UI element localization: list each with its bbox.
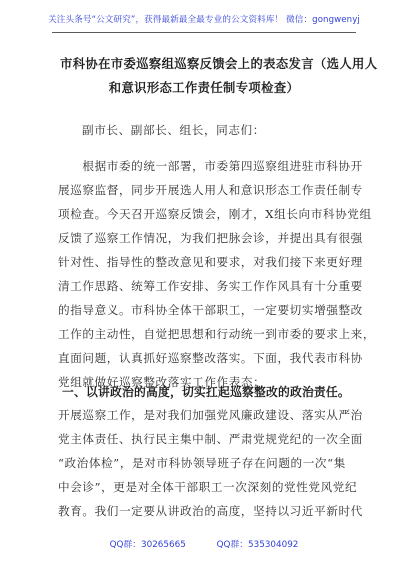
footer-qq-group-1: QQ群：30265665 — [109, 540, 186, 550]
paragraph-line: 项检查。今天召开巡察反馈会，刚才，X组长向市科协党组 — [58, 207, 372, 221]
header-divider — [52, 32, 356, 33]
paragraph-line: 反馈了巡察工作情况，为我们把脉会诊，并提出具有很强 — [58, 231, 363, 245]
title-line: 和意识形态工作责任制专项检查） — [108, 80, 300, 95]
paragraph-2 — [58, 403, 363, 523]
paragraph-line: 的指导意义。市科协全体干部职工，一定要切实增强整改 — [58, 303, 363, 317]
paragraph-line: 中会诊”，更是对全体干部职工一次深刻的党性党风党纪 — [58, 480, 358, 494]
paragraph-line: 针对性、指导性的整改意见和要求，对我们接下来更好理 — [58, 255, 363, 269]
paragraph-line: 开展巡察工作，是对我们加强党风廉政建设、落实从严治 — [58, 408, 363, 422]
paragraph-line: 直面问题，认真抓好巡察整改落实。下面，我代表市科协 — [58, 351, 363, 365]
footer-contact — [0, 537, 408, 550]
document-title — [60, 52, 378, 100]
paragraph-line: 教育。我们一定要从讲政治的高度，坚持以习近平新时代 — [58, 504, 363, 518]
paragraph-line: 展巡察监督，同步开展选人用人和意识形态工作责任制专 — [58, 183, 363, 197]
paragraph-line: 党组就做好巡察整改落实工作作表态： — [58, 375, 266, 389]
paragraph-line: “政治体检”，是对市科协领导班子存在问题的一次“集 — [58, 456, 346, 470]
section-heading: 一、以讲政治的高度，切实扛起巡察整改的政治责任。 — [62, 385, 350, 399]
paragraph-line: 根据市委的统一部署，市委第四巡察组进驻市科协开 — [58, 159, 363, 173]
salutation: 副市长、副部长、组长，同志们： — [82, 123, 265, 137]
header-promo-note: 关注头条号“公文研究”，获得最新最全最专业的公文资料库！ 微信：gongwenyj — [48, 15, 360, 25]
paragraph-line: 清工作思路、统筹工作安排、务实工作作风具有十分重要 — [58, 279, 363, 293]
paragraph-line: 工作的主动性，自觉把思想和行动统一到市委的要求上来， — [58, 327, 376, 341]
footer-qq-group-2: QQ群：535304092 — [216, 540, 299, 550]
title-line: 市科协在市委巡察组巡察反馈会上的表态发言（选人用人 — [60, 56, 378, 71]
paragraph-line: 党主体责任、执行民主集中制、严肃党规党纪的一次全面 — [58, 432, 363, 446]
paragraph-1 — [58, 154, 376, 394]
